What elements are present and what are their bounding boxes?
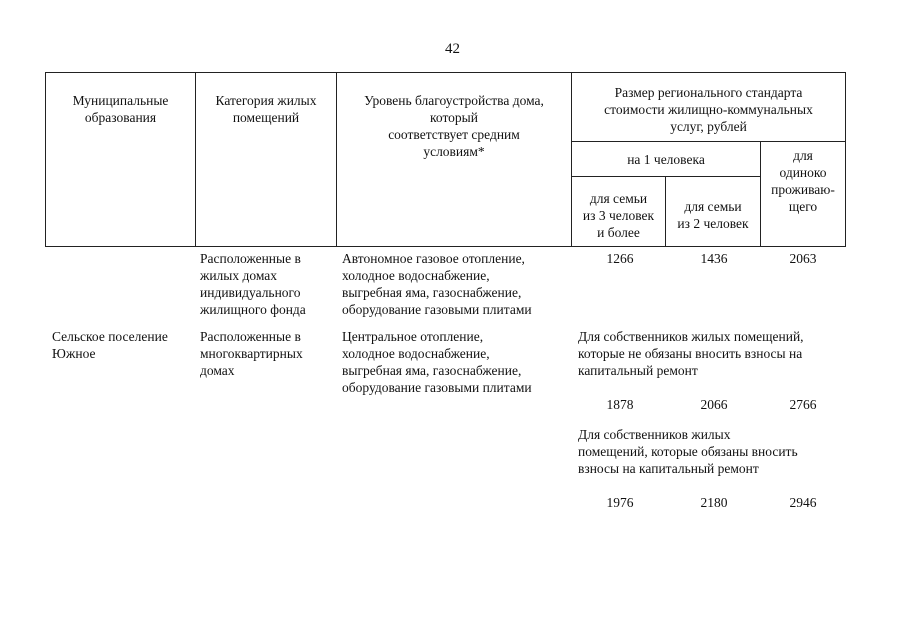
row2-category: Расположенные в многоквартирных домах (200, 329, 303, 378)
row2-amenities: Центральное отопление, холодное водоснабжение, выгребная яма, газоснабжение, оборудование газовыми плитами (342, 329, 532, 395)
header-municipality: Муниципальные образования (72, 93, 169, 125)
row2-a-value-single: 2766 (789, 397, 817, 412)
header-family-3: для семьи из 3 человек и более (582, 191, 655, 240)
row2-municipality: Сельское поселение Южное (52, 329, 168, 361)
row2-a-value-family2: 2066 (700, 397, 728, 412)
header-per-person: на 1 человека (627, 152, 705, 167)
header-single-resident: для одиноко проживаю- щего (771, 148, 835, 214)
row2-a-value-family3: 1878 (606, 397, 634, 412)
table-subheader-line (571, 141, 846, 142)
table-header-bottom-border (45, 246, 846, 247)
row2-note-no-capital-repair: Для собственников жилых помещений, которые не обязаны вносить взносы на капитальный ремонт (578, 329, 804, 378)
header-amenities: Уровень благоустройства дома, который соответствует средним условиям* (364, 93, 544, 159)
row2-b-value-family2: 2180 (700, 495, 728, 510)
table-top-border (45, 72, 846, 73)
page-number: 42 (445, 41, 460, 57)
row2-b-value-family3: 1976 (606, 495, 634, 510)
header-standard-size: Размер регионального стандарта стоимости жилищно-коммунальных услуг, рублей (604, 85, 813, 134)
row2-note-capital-repair: Для собственников жилых помещений, которые обязаны вносить взносы на капитальный ремонт (578, 427, 798, 476)
row1-value-family2: 1436 (700, 251, 728, 266)
row1-category: Расположенные в жилых домах индивидуального жилищного фонда (200, 251, 306, 317)
header-category: Категория жилых помещений (215, 93, 317, 125)
row2-b-value-single: 2946 (789, 495, 817, 510)
row1-amenities: Автономное газовое отопление, холодное водоснабжение, выгребная яма, газоснабжение, оборудование газовыми плитами (342, 251, 532, 317)
row1-value-single: 2063 (789, 251, 817, 266)
table-subsubheader-line (571, 176, 761, 177)
header-family-2: для семьи из 2 человек (677, 199, 749, 231)
row1-value-family3: 1266 (606, 251, 634, 266)
table-right-border (845, 72, 846, 247)
